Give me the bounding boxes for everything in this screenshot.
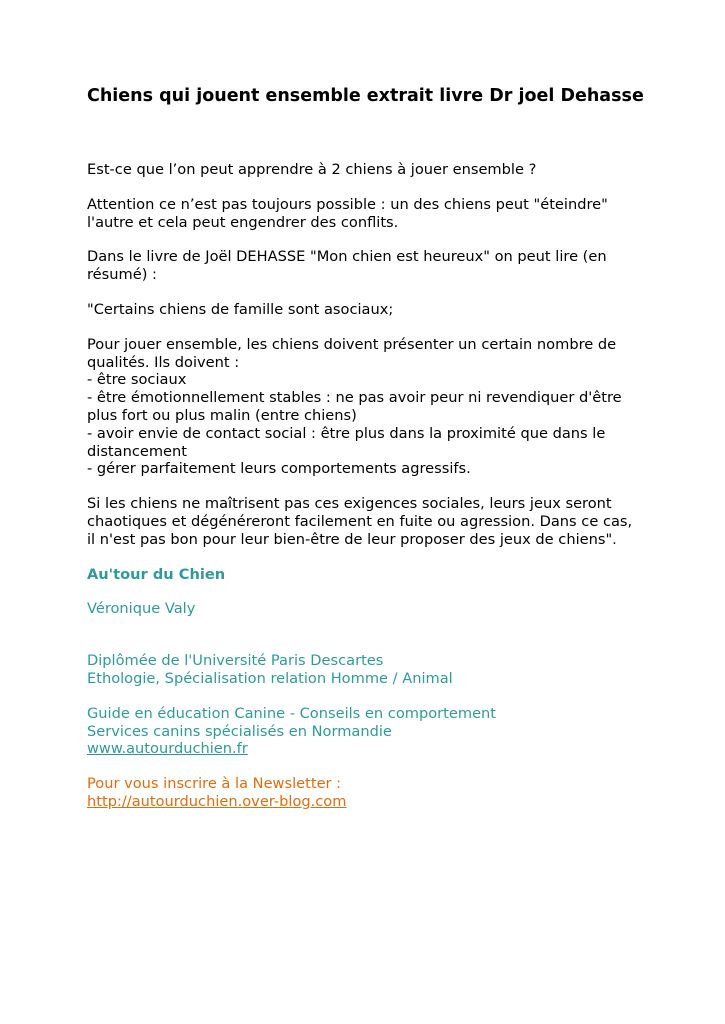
conclusion-line: il n'est pas bon pour leur bien-être de leur proposer des jeux de chiens".: [87, 530, 617, 548]
conclusion-line: Si les chiens ne maîtrisent pas ces exigences sociales, leurs jeux seront: [87, 495, 612, 513]
document-title: Chiens qui jouent ensemble extrait livre Dr joel Dehasse: [87, 86, 644, 106]
newsletter-label: Pour vous inscrire à la Newsletter :: [87, 775, 342, 793]
qualities-line: - avoir envie de contact social : être plus dans la proximité que dans le: [87, 424, 606, 442]
qualities-line: distancement: [87, 442, 188, 460]
document-page: [87, 84, 647, 811]
qualities-line: Pour jouer ensemble, les chiens doivent présenter un certain nombre de: [87, 335, 617, 353]
specialization-line: Ethologie, Spécialisation relation Homme / Animal: [87, 669, 453, 687]
qualities-line: - être sociaux: [87, 371, 187, 389]
qualities-paragraph: [87, 336, 647, 478]
company-name: Au'tour du Chien: [87, 565, 226, 583]
conclusion-paragraph: [87, 495, 647, 548]
newsletter-link[interactable]: http://autourduchien.over-blog.com: [87, 792, 347, 810]
qualities-line: - gérer parfaitement leurs comportements agressifs.: [87, 460, 471, 478]
conclusion-line: chaotiques et dégénéreront facilement en fuite ou agression. Dans ce cas,: [87, 512, 633, 530]
quote-start-paragraph: "Certains chiens de famille sont asociaux;: [87, 300, 394, 318]
credentials-block: [87, 652, 647, 688]
question-paragraph: Est-ce que l’on peut apprendre à 2 chiens à jouer ensemble ?: [87, 161, 537, 178]
attention-line: Attention ce n’est pas toujours possible : un des chiens peut "éteindre": [87, 195, 608, 213]
service-line: Services canins spécialisés en Normandie: [87, 722, 392, 740]
book-intro-line: Dans le livre de Joël DEHASSE "Mon chien est heureux" on peut lire (en: [87, 248, 607, 266]
attention-paragraph: [87, 196, 647, 232]
book-intro-line: résumé) :: [87, 266, 157, 284]
attention-line: l'autre et cela peut engendrer des conflits.: [87, 213, 399, 231]
service-line: Guide en éducation Canine - Conseils en comportement: [87, 704, 497, 722]
diploma-line: Diplômée de l'Université Paris Descartes: [87, 652, 384, 670]
services-block: [87, 705, 647, 758]
author-name: Véronique Valy: [87, 600, 196, 618]
qualities-line: plus fort ou plus malin (entre chiens): [87, 406, 357, 424]
website-link[interactable]: www.autourduchien.fr: [87, 740, 248, 758]
qualities-line: - être émotionnellement stables : ne pas avoir peur ni revendiquer d'être: [87, 389, 622, 407]
newsletter-block: [87, 775, 647, 811]
qualities-line: qualités. Ils doivent :: [87, 353, 240, 371]
book-intro-paragraph: [87, 248, 647, 284]
